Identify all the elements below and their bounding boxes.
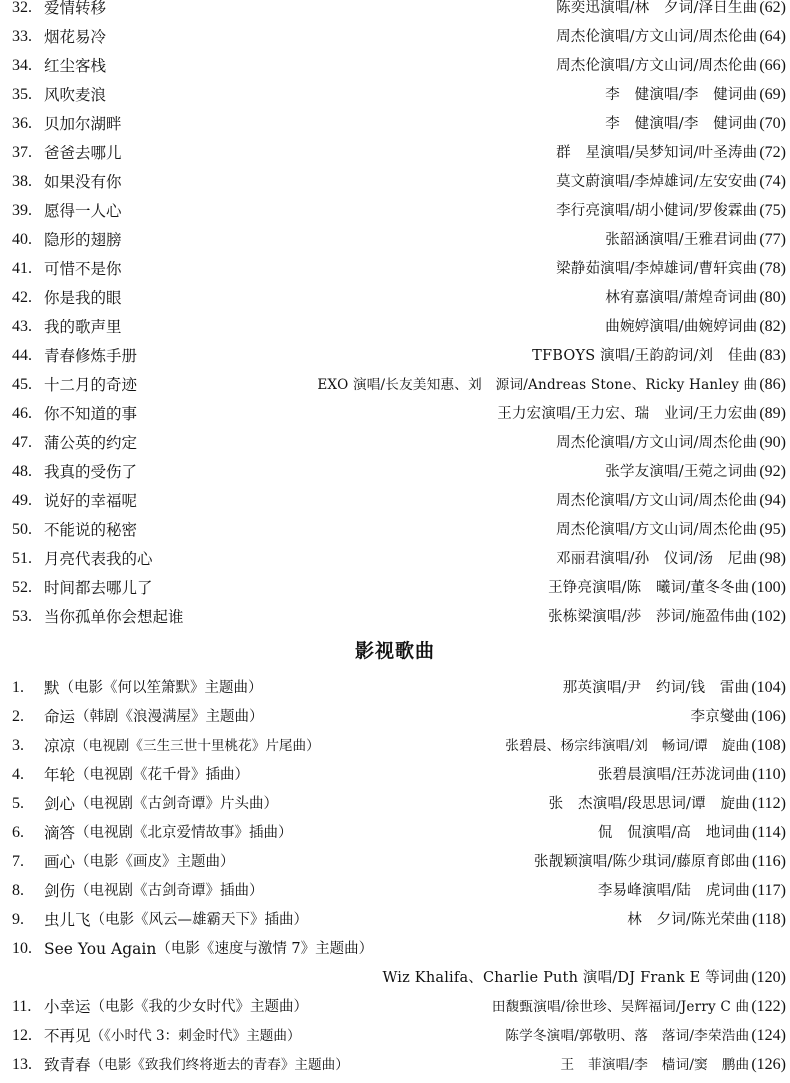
entry-credit: 张韶涵演唱/王雅君词曲 — [605, 232, 758, 248]
toc-entry[interactable] — [12, 516, 786, 544]
dot-leader — [109, 81, 602, 109]
toc-entry[interactable] — [12, 313, 786, 341]
dot-leader — [304, 1022, 503, 1050]
entry-title: 画心 — [44, 853, 76, 871]
entry-credit: Wiz Khalifa、Charlie Puth 演唱/DJ Frank E 等词曲 — [382, 970, 750, 986]
entry-page: (78) — [759, 260, 786, 277]
dot-leader — [187, 603, 546, 631]
toc-entry[interactable] — [12, 732, 786, 760]
dot-leader — [156, 545, 554, 573]
entry-number: 53. — [12, 608, 32, 625]
dot-leader — [125, 139, 554, 167]
toc-entry[interactable] — [12, 877, 786, 905]
toc-entry[interactable] — [12, 1022, 786, 1050]
toc-entry[interactable] — [12, 168, 786, 196]
entry-credit: 莫文蔚演唱/李焯雄词/左安安曲 — [556, 174, 758, 190]
entry-credit: 群 星演唱/吴梦知词/叶圣涛曲 — [556, 145, 758, 161]
entry-page: (92) — [759, 463, 786, 480]
entry-page: (80) — [759, 289, 786, 306]
entry-title: 我真的受伤了 — [44, 463, 138, 481]
dot-leader — [109, 0, 553, 22]
entry-page: (66) — [759, 57, 786, 74]
entry-number: 51. — [12, 550, 32, 567]
entry-credit: 那英演唱/尹 约词/钱 雷曲 — [562, 680, 750, 696]
entry-page: (62) — [759, 0, 786, 16]
toc-entry[interactable] — [12, 703, 786, 731]
entry-page: (72) — [759, 144, 786, 161]
entry-credit: EXO 演唱/长友美知惠、刘 源词/Andreas Stone、Ricky Hanley 曲 — [317, 377, 758, 393]
entry-number: 33. — [12, 28, 32, 45]
toc-entry[interactable] — [12, 790, 786, 818]
entry-note: （电视剧《古剑奇谭》片头曲） — [75, 796, 279, 812]
entry-credit: 侃 侃演唱/高 地词曲 — [597, 825, 750, 841]
toc-entry[interactable] — [12, 761, 786, 789]
entry-number: 43. — [12, 318, 32, 335]
entry-title: 蒲公英的约定 — [44, 434, 138, 452]
dot-leader — [125, 110, 603, 138]
entry-number: 38. — [12, 173, 32, 190]
entry-page: (77) — [759, 231, 786, 248]
toc-entry[interactable] — [12, 139, 786, 167]
toc-entry[interactable] — [12, 371, 786, 399]
entry-number: 50. — [12, 521, 32, 538]
entry-title: 小幸运 — [44, 998, 91, 1016]
toc-entry[interactable] — [12, 603, 786, 631]
entry-credit: 王 菲演唱/李 樯词/窦 鹏曲 — [560, 1057, 750, 1073]
entry-title: 隐形的翅膀 — [44, 231, 122, 249]
entry-page: (100) — [751, 579, 786, 596]
dot-leader — [311, 906, 624, 934]
entry-number: 3. — [12, 737, 24, 754]
entry-credit: 王铮亮演唱/陈 曦词/董冬冬曲 — [548, 580, 750, 596]
entry-credit: 张靓颖演唱/陈少琪词/藤原育郎曲 — [533, 854, 750, 870]
toc-entry[interactable] — [12, 226, 786, 254]
entry-page: (126) — [751, 1056, 786, 1073]
section-heading: 影视歌曲 — [354, 640, 435, 662]
toc-entry[interactable] — [12, 574, 786, 602]
dot-leader — [125, 255, 554, 283]
toc-entry[interactable] — [12, 819, 786, 847]
entry-note: （《小时代 3：刺金时代》主题曲） — [90, 1028, 301, 1044]
entry-credit: 张栋梁演唱/莎 莎词/施盈伟曲 — [548, 609, 750, 625]
entry-title: 你是我的眼 — [44, 289, 122, 307]
dot-leader — [140, 342, 529, 370]
entry-credit: 张学友演唱/王菀之词曲 — [605, 464, 758, 480]
toc-entry[interactable] — [12, 487, 786, 515]
entry-number: 41. — [12, 260, 32, 277]
entry-page: (124) — [751, 1027, 786, 1044]
entry-note: （电影《致我们终将逝去的青春》主题曲） — [90, 1057, 349, 1073]
entry-title: 命运 — [44, 708, 76, 726]
entry-title: 不再见 — [44, 1027, 91, 1045]
entry-title: 红尘客栈 — [44, 57, 107, 75]
toc-entry[interactable] — [12, 429, 786, 457]
dot-leader — [140, 516, 553, 544]
entry-number: 6. — [12, 824, 24, 841]
entry-credit: 李京燮曲 — [690, 709, 750, 725]
dot-leader — [352, 1051, 558, 1079]
entry-note: （韩剧《浪漫满屋》主题曲） — [75, 709, 264, 725]
entry-page: (82) — [759, 318, 786, 335]
entry-note: （电影《速度与激情 7》主题曲） — [156, 941, 374, 957]
entry-title: 剑伤 — [44, 882, 76, 900]
entry-note: （电影《我的少女时代》主题曲） — [90, 999, 309, 1015]
entry-number: 45. — [12, 376, 32, 393]
entry-page: (122) — [751, 998, 786, 1015]
entry-credit: 周杰伦演唱/方文山词/周杰伦曲 — [556, 493, 758, 509]
entry-page: (118) — [751, 911, 786, 928]
toc-entry[interactable] — [12, 255, 786, 283]
entry-title: 愿得一人心 — [44, 202, 122, 220]
entry-credit: 李 健演唱/李 健词曲 — [605, 87, 758, 103]
dot-leader — [281, 790, 546, 818]
entry-credit: 李行亮演唱/胡小健词/罗俊霖曲 — [556, 203, 758, 219]
toc-entry[interactable] — [12, 545, 786, 573]
entry-number: 37. — [12, 144, 32, 161]
entry-number: 13. — [12, 1056, 32, 1073]
dot-leader — [267, 703, 688, 731]
entry-number: 42. — [12, 289, 32, 306]
entry-credit: 张 杰演唱/段思思词/谭 旋曲 — [548, 796, 750, 812]
entry-page: (110) — [751, 766, 786, 783]
dot-leader — [140, 400, 494, 428]
entry-number: 46. — [12, 405, 32, 422]
entry-note: （电视剧《北京爱情故事》插曲） — [75, 825, 293, 841]
toc-entry[interactable] — [12, 400, 786, 428]
toc-entry[interactable] — [12, 458, 786, 486]
entry-number: 10. — [12, 940, 32, 957]
entry-page: (83) — [759, 347, 786, 364]
entry-credit: 邓丽君演唱/孙 仪词/汤 尼曲 — [556, 551, 758, 567]
entry-title: 虫儿飞 — [44, 911, 91, 929]
entry-credit: TFBOYS 演唱/王韵韵词/刘 佳曲 — [532, 348, 758, 364]
entry-title: 滴答 — [44, 824, 76, 842]
entry-page: (74) — [759, 173, 786, 190]
entry-page: (64) — [759, 28, 786, 45]
entry-title: 当你孤单你会想起谁 — [44, 608, 184, 626]
entry-credit: 陈学冬演唱/郭敬明、落 落词/李荣浩曲 — [505, 1028, 750, 1044]
entry-title: 你不知道的事 — [44, 405, 138, 423]
entry-note: （电影《风云—雄霸天下》插曲） — [90, 912, 309, 928]
entry-page: (95) — [759, 521, 786, 538]
dot-leader — [311, 993, 489, 1021]
entry-title: 时间都去哪儿了 — [44, 579, 153, 597]
entry-credit: 王力宏演唱/王力宏、瑞 业词/王力宏曲 — [497, 406, 758, 422]
entry-number: 32. — [12, 0, 32, 16]
toc-entry[interactable] — [12, 935, 786, 963]
entry-title: 说好的幸福呢 — [44, 492, 138, 510]
entry-note: （电视剧《三生三世十里桃花》片尾曲） — [75, 738, 320, 754]
dot-leader — [266, 674, 560, 702]
entry-number: 12. — [12, 1027, 32, 1044]
dot-leader — [140, 371, 314, 399]
entry-title: 剑心 — [44, 795, 76, 813]
toc-entry[interactable] — [12, 1051, 786, 1079]
dot-leader — [109, 23, 553, 51]
entry-title: 致青春 — [44, 1056, 91, 1074]
entry-number: 36. — [12, 115, 32, 132]
entry-number: 40. — [12, 231, 32, 248]
entry-title: 风吹麦浪 — [44, 86, 107, 104]
entry-credit: 张碧晨、杨宗纬演唱/刘 畅词/谭 旋曲 — [505, 738, 750, 754]
entry-number: 1. — [12, 679, 24, 696]
entry-title: 青春修炼手册 — [44, 347, 138, 365]
entry-number: 11. — [12, 998, 32, 1015]
entry-credit: 周杰伦演唱/方文山词/周杰伦曲 — [556, 29, 758, 45]
entry-note: （电影《何以笙箫默》主题曲） — [59, 680, 263, 696]
entry-title: 年轮 — [44, 766, 76, 784]
entry-page: (108) — [751, 737, 786, 754]
entry-note: （电视剧《古剑奇谭》插曲） — [75, 883, 264, 899]
toc-entry[interactable] — [12, 848, 786, 876]
entry-title: 爸爸去哪儿 — [44, 144, 122, 162]
entry-page: (75) — [759, 202, 786, 219]
toc-entry[interactable] — [12, 906, 786, 934]
entry-credit: 林 夕词/陈光荣曲 — [627, 912, 750, 928]
toc-entry[interactable] — [12, 284, 786, 312]
dot-leader — [238, 848, 531, 876]
dot-leader — [323, 732, 503, 760]
entry-title: 贝加尔湖畔 — [44, 115, 122, 133]
entry-page: (104) — [751, 679, 786, 696]
entry-number: 2. — [12, 708, 24, 725]
dot-leader — [140, 429, 553, 457]
entry-page: (69) — [759, 86, 786, 103]
entry-number: 49. — [12, 492, 32, 509]
entry-title: 如果没有你 — [44, 173, 122, 191]
entry-page: (90) — [759, 434, 786, 451]
toc-entry[interactable] — [12, 993, 786, 1021]
toc-entry[interactable] — [12, 674, 786, 702]
entry-credit: 周杰伦演唱/方文山词/周杰伦曲 — [556, 522, 758, 538]
entry-page: (89) — [759, 405, 786, 422]
entry-credit: 田馥甄演唱/徐世珍、吴辉福词/Jerry C 曲 — [491, 999, 750, 1015]
entry-page: (120) — [751, 969, 786, 986]
entry-title: 凉凉 — [44, 737, 76, 755]
entry-title: 月亮代表我的心 — [44, 550, 153, 568]
entry-title: 我的歌声里 — [44, 318, 122, 336]
toc-entry[interactable] — [12, 23, 786, 51]
entry-page: (114) — [751, 824, 786, 841]
toc-entry[interactable] — [12, 342, 786, 370]
entry-credit: 梁静茹演唱/李焯雄词/曹轩宾曲 — [556, 261, 758, 277]
entry-number: 47. — [12, 434, 32, 451]
dot-leader — [125, 197, 554, 225]
dot-leader — [109, 52, 553, 80]
toc-entry[interactable] — [12, 52, 786, 80]
entry-page: (102) — [751, 608, 786, 625]
dot-leader — [125, 168, 554, 196]
dot-leader — [140, 458, 602, 486]
entry-page: (70) — [759, 115, 786, 132]
entry-number: 7. — [12, 853, 24, 870]
entry-credit: 林宥嘉演唱/萧煌奇词曲 — [605, 290, 758, 306]
entry-page: (98) — [759, 550, 786, 567]
entry-credit: 李易峰演唱/陆 虎词曲 — [597, 883, 750, 899]
entry-number: 35. — [12, 86, 32, 103]
entry-credit: 曲婉婷演唱/曲婉婷词曲 — [605, 319, 758, 335]
toc-entry[interactable] — [12, 81, 786, 109]
entry-credit: 张碧晨演唱/汪苏泷词曲 — [597, 767, 750, 783]
entry-title: 可惜不是你 — [44, 260, 122, 278]
entry-number: 48. — [12, 463, 32, 480]
dot-leader — [296, 819, 595, 847]
dot-leader — [125, 284, 603, 312]
entry-number: 8. — [12, 882, 24, 899]
entry-number: 44. — [12, 347, 32, 364]
dot-leader — [156, 574, 546, 602]
entry-number: 52. — [12, 579, 32, 596]
toc-entry[interactable] — [12, 110, 786, 138]
entry-credit: 陈奕迅演唱/林 夕词/泽日生曲 — [556, 0, 758, 16]
toc-entry[interactable] — [12, 0, 786, 22]
entry-number: 5. — [12, 795, 24, 812]
entry-number: 4. — [12, 766, 24, 783]
entry-page: (112) — [751, 795, 786, 812]
entry-credit: 周杰伦演唱/方文山词/周杰伦曲 — [556, 58, 758, 74]
entry-note: （电视剧《花千骨》插曲） — [75, 767, 250, 783]
dot-leader — [140, 487, 553, 515]
entry-number: 39. — [12, 202, 32, 219]
entry-page: (117) — [751, 882, 786, 899]
entry-number: 34. — [12, 57, 32, 74]
entry-credit: 周杰伦演唱/方文山词/周杰伦曲 — [556, 435, 758, 451]
dot-leader — [376, 935, 783, 963]
entry-page: (94) — [759, 492, 786, 509]
toc-entry[interactable] — [12, 197, 786, 225]
entry-page: (116) — [751, 853, 786, 870]
entry-credit: 李 健演唱/李 健词曲 — [605, 116, 758, 132]
entry-title: 烟花易冷 — [44, 28, 107, 46]
entry-title: 不能说的秘密 — [44, 521, 138, 539]
dot-leader — [252, 761, 595, 789]
entry-title: 十二月的奇迹 — [44, 376, 138, 394]
dot-leader — [40, 964, 379, 992]
entry-title: 爱情转移 — [44, 0, 107, 17]
entry-title: 默 — [44, 679, 60, 697]
toc-entry-continuation — [40, 964, 786, 992]
entry-title: See You Again — [44, 940, 157, 958]
entry-page: (106) — [751, 708, 786, 725]
dot-leader — [267, 877, 595, 905]
dot-leader — [125, 313, 603, 341]
entry-note: （电影《画皮》主题曲） — [75, 854, 235, 870]
entry-page: (86) — [759, 376, 786, 393]
entry-number: 9. — [12, 911, 24, 928]
dot-leader — [125, 226, 603, 254]
